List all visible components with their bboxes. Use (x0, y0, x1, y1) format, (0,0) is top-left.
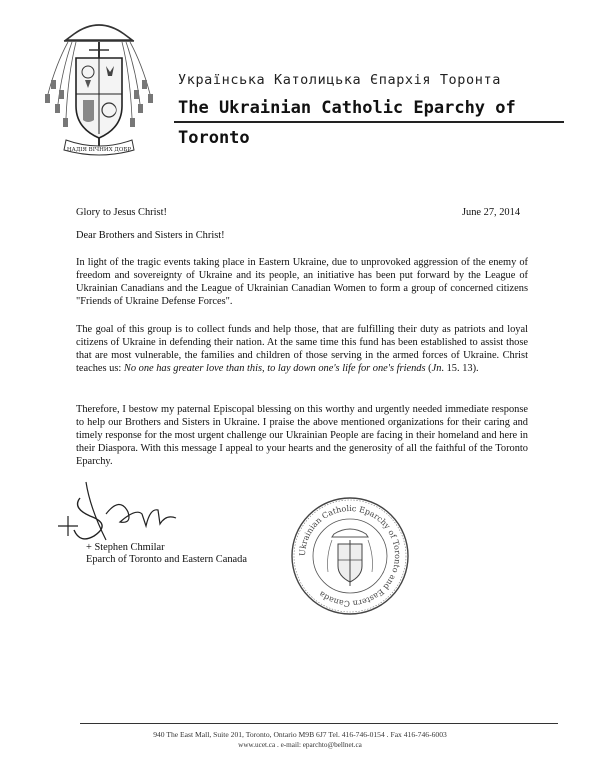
scripture-quote: No one has greater love than this, to lay down one's life for one's friends (123, 363, 426, 374)
letter-paragraph-1: In light of the tragic events taking place in Eastern Ukraine, due to unprovoked aggression of the enemy of freedom and sovereignty of Ukraine and its people, an initiative has been put forward by the League of Ukrainian Canadians and the League of Ukrainian Canadian Women to form a group of concerned citizens "Friends of Ukraine Defense Forces". (76, 257, 528, 307)
paragraph-2-text: The goal of this group is to collect funds and help those, that are fulfilling their duty as patriots and loyal citizens of Ukraine in defending their nation. At the same time this fund has been established to assist those that are most vulnerable, the families and children of those serving in the armed forces of Ukraine. Christ teaches us: (76, 324, 528, 374)
signatory-name: + Stephen Chmilar (86, 542, 165, 553)
footer-web-email: www.ucet.ca . e-mail: eparchto@bellnet.ca (238, 741, 362, 749)
eparchy-title-english-line2: Toronto (178, 128, 250, 148)
scripture-ref-open: ( (425, 363, 432, 374)
footer-divider (80, 723, 558, 724)
letter-paragraph-3: Therefore, I bestow my paternal Episcopal blessing on this worthy and urgently needed immediate response to help our Brothers and Sisters in Ukraine. I praise the above mentioned organizations for their caring and timely response for the most urgent challenge our Ukrainian People are facing in their homeland and here in their Diaspora. With this message I appeal to your hearts and the generosity of all the faithful of the Toronto Eparchy. (76, 404, 528, 467)
seal-text: Ukrainian Catholic Eparchy of Toronto and Eastern Canada (297, 503, 403, 609)
header-divider (174, 121, 564, 123)
signatory-title: Eparch of Toronto and Eastern Canada (86, 554, 247, 565)
handwritten-signature (50, 478, 190, 548)
eparchy-title-ukrainian: Українська Католицька Єпархія Торонта (178, 72, 501, 88)
coat-motto: НАДІЯ ВІЧНИХ ДОБР (66, 147, 132, 153)
letter-paragraph-2 (76, 323, 528, 375)
letter-salutation: Glory to Jesus Christ! (76, 207, 167, 218)
scripture-ref-close: . 15. 13). (441, 363, 479, 374)
letter-greeting: Dear Brothers and Sisters in Christ! (76, 230, 225, 241)
scripture-ref-book: Jn (431, 363, 442, 374)
eparchy-title-english-line1: The Ukrainian Catholic Eparchy of (178, 98, 516, 118)
coat-of-arms-icon (36, 14, 162, 164)
footer-address: 940 The East Mall, Suite 201, Toronto, Ontario M9B 6J7 Tel. 416-746-0154 . Fax 416-746-6003 (153, 730, 447, 739)
letter-date: June 27, 2014 (462, 207, 521, 218)
eparchy-seal-icon (290, 496, 410, 616)
